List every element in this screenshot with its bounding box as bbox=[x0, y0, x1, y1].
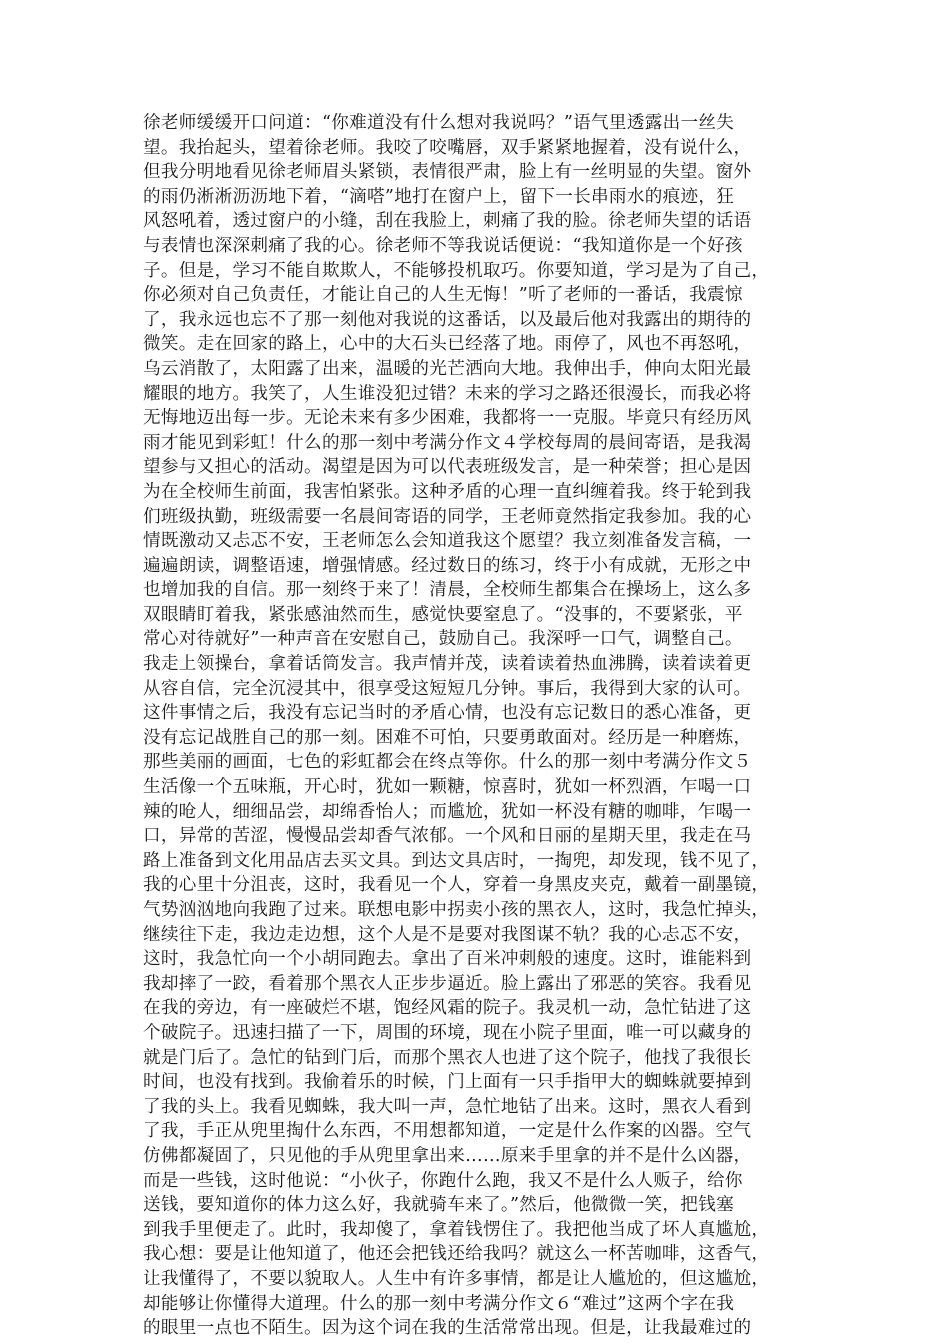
text-line: 从容自信，完全沉浸其中，很享受这短短几分钟。事后，我得到大家的认可。 bbox=[143, 678, 752, 699]
text-line: 雨才能见到彩虹！什么的那一刻中考满分作文４学校每周的晨间寄语，是我渴 bbox=[143, 432, 752, 453]
text-line: 个破院子。迅速扫描了一下，周围的环境，现在小院子里面，唯一可以藏身的 bbox=[143, 1022, 752, 1043]
text-line: 时间，也没有找到。我偷着乐的时候，门上面有一只手指甲大的蜘蛛就要掉到 bbox=[143, 1072, 752, 1093]
text-line: 了我，手正从兜里掏什么东西，不用想都知道，一定是什么作案的凶器。空气 bbox=[143, 1121, 752, 1142]
text-line: 与表情也深深刺痛了我的心。徐老师不等我说话便说：“我知道你是一个好孩 bbox=[143, 235, 743, 256]
text-line: 但我分明地看见徐老师眉头紧锁，表情很严肃，脸上有一丝明显的失望。窗外 bbox=[143, 162, 752, 183]
text-line: 微笑。走在回家的路上，心中的大石头已经落了地。雨停了，风也不再怒吼， bbox=[143, 334, 752, 355]
text-line: 这时，我急忙向一个小胡同跑去。拿出了百米冲刺般的速度。这时，谁能料到 bbox=[143, 949, 752, 970]
text-line: 我心想：要是让他知道了，他还会把钱还给我吗？就这么一杯苦咖啡，这香气， bbox=[143, 1244, 770, 1265]
text-line: 们班级执勤，班级需要一名晨间寄语的同学，王老师竟然指定我参加。我的心 bbox=[143, 506, 752, 527]
text-line: 在我的旁边，有一座破烂不堪，饱经风霜的院子。我灵机一动，急忙钻进了这 bbox=[143, 998, 752, 1019]
essay-text-block bbox=[143, 111, 808, 1341]
text-line: 遍遍朗读，调整语速，增强情感。经过数日的练习，终于小有成就，无形之中 bbox=[143, 555, 752, 576]
text-line: 徐老师缓缓开口问道：“你难道没有什么想对我说吗？”语气里透露出一丝失 bbox=[143, 113, 735, 133]
text-line: 我走上领操台，拿着话筒发言。我声情并茂，读着读着热血沸腾，读着读着更 bbox=[143, 654, 752, 675]
text-line: 送钱，要知道你的体力这么好，我就骑车来了。”然后，他微微一笑，把钱塞 bbox=[143, 1195, 734, 1216]
text-line: 的眼里一点也不陌生。因为这个词在我的生活常常出现。但是，让我最难过的 bbox=[143, 1318, 752, 1339]
text-line: 了我的头上。我看见蜘蛛，我大叫一声，急忙地钻了出来。这时，黑衣人看到 bbox=[143, 1096, 752, 1117]
text-line: 的雨仍淅淅沥沥地下着，“滴嗒”地打在窗户上，留下一长串雨水的痕迹，狂 bbox=[143, 186, 735, 207]
text-line: 乌云消散了，太阳露了出来，温暖的光芒洒向大地。我伸出手，伸向太阳光最 bbox=[143, 358, 752, 379]
text-line: 仿佛都凝固了，只见他的手从兜里拿出来……原来手里拿的并不是什么凶器， bbox=[143, 1145, 752, 1166]
text-line: 我的心里十分沮丧，这时，我看见一个人，穿着一身黑皮夹克，戴着一副墨镜， bbox=[143, 875, 770, 896]
text-line: 却能够让你懂得大道理。什么的那一刻中考满分作文６“难过”这两个字在我 bbox=[143, 1293, 735, 1314]
text-line: 望。我抬起头，望着徐老师。我咬了咬嘴唇，双手紧紧地握着，没有说什么， bbox=[143, 137, 752, 158]
text-line: 子。但是，学习不能自欺欺人，不能够投机取巧。你要知道，学习是为了自己， bbox=[143, 260, 770, 281]
text-line: 路上准备到文化用品店去买文具。到达文具店时，一掏兜，却发现，钱不见了， bbox=[143, 850, 770, 871]
text-line: 气势汹汹地向我跑了过来。联想电影中拐卖小孩的黑衣人，这时，我急忙掉头， bbox=[143, 900, 770, 920]
text-line: 口，异常的苦涩，慢慢品尝却香气浓郁。一个风和日丽的星期天里，我走在马 bbox=[143, 826, 752, 847]
text-line: 望参与又担心的活动。渴望是因为可以代表班级发言，是一种荣誉；担心是因 bbox=[143, 457, 752, 478]
text-line: 情既激动又忐忑不安，王老师怎么会知道我这个愿望？我立刻准备发言稿，一 bbox=[143, 531, 752, 552]
text-line: 我却摔了一跤，看着那个黑衣人正步步逼近。脸上露出了邪恶的笑容。我看见 bbox=[143, 973, 752, 994]
text-line: 无悔地迈出每一步。无论未来有多少困难，我都将一一克服。毕竟只有经历风 bbox=[143, 408, 752, 429]
text-line: 为在全校师生前面，我害怕紧张。这种矛盾的心理一直纠缠着我。终于轮到我 bbox=[143, 481, 752, 502]
text-line: 耀眼的地方。我笑了，人生谁没犯过错？未来的学习之路还很漫长，而我必将 bbox=[143, 383, 752, 404]
text-line: 那些美丽的画面，七色的彩虹都会在终点等你。什么的那一刻中考满分作文５ bbox=[143, 752, 752, 773]
text-line: 继续往下走，我边走边想，这个人是不是要对我图谋不轨？我的心忐忑不安， bbox=[143, 924, 752, 945]
text-line: 了，我永远也忘不了那一刻他对我说的这番话，以及最后他对我露出的期待的 bbox=[143, 309, 752, 330]
text-line: 你必须对自己负责任，才能让自己的人生无悔！”听了老师的一番话，我震惊 bbox=[143, 285, 743, 306]
text-line: 而是一些钱，这时他说：“小伙子，你跑什么跑，我又不是什么人贩子，给你 bbox=[143, 1170, 743, 1191]
text-line: 常心对待就好”一种声音在安慰自己，鼓励自己。我深呼一口气，调整自己。 bbox=[143, 629, 743, 650]
text-line: 让我懂得了，不要以貌取人。人生中有许多事情，都是让人尴尬的，但这尴尬， bbox=[143, 1268, 770, 1289]
text-line: 双眼睛盯着我，紧张感油然而生，感觉快要窒息了。“没事的，不要紧张，平 bbox=[143, 604, 743, 625]
text-line: 到我手里便走了。此时，我却傻了，拿着钱愣住了。我把他当成了坏人真尴尬， bbox=[143, 1219, 770, 1240]
text-line: 就是门后了。急忙的钻到门后，而那个黑衣人也进了这个院子，他找了我很长 bbox=[143, 1047, 752, 1068]
text-line: 辣的呛人，细细品尝，却绵香怡人；而尴尬，犹如一杯没有糖的咖啡，乍喝一 bbox=[143, 801, 752, 822]
text-line: 没有忘记战胜自己的那一刻。困难不可怕，只要勇敢面对。经历是一种磨炼， bbox=[143, 727, 752, 748]
text-line: 也增加我的自信。那一刻终于来了！清晨，全校师生都集合在操场上，这么多 bbox=[143, 580, 752, 601]
text-line: 风怒吼着，透过窗户的小缝，刮在我脸上，刺痛了我的脸。徐老师失望的话语 bbox=[143, 211, 752, 232]
text-line: 这件事情之后，我没有忘记当时的矛盾心情，也没有忘记数日的悉心准备，更 bbox=[143, 703, 752, 724]
text-line: 生活像一个五味瓶，开心时，犹如一颗糖，惊喜时，犹如一杯烈酒，乍喝一口 bbox=[143, 777, 752, 798]
